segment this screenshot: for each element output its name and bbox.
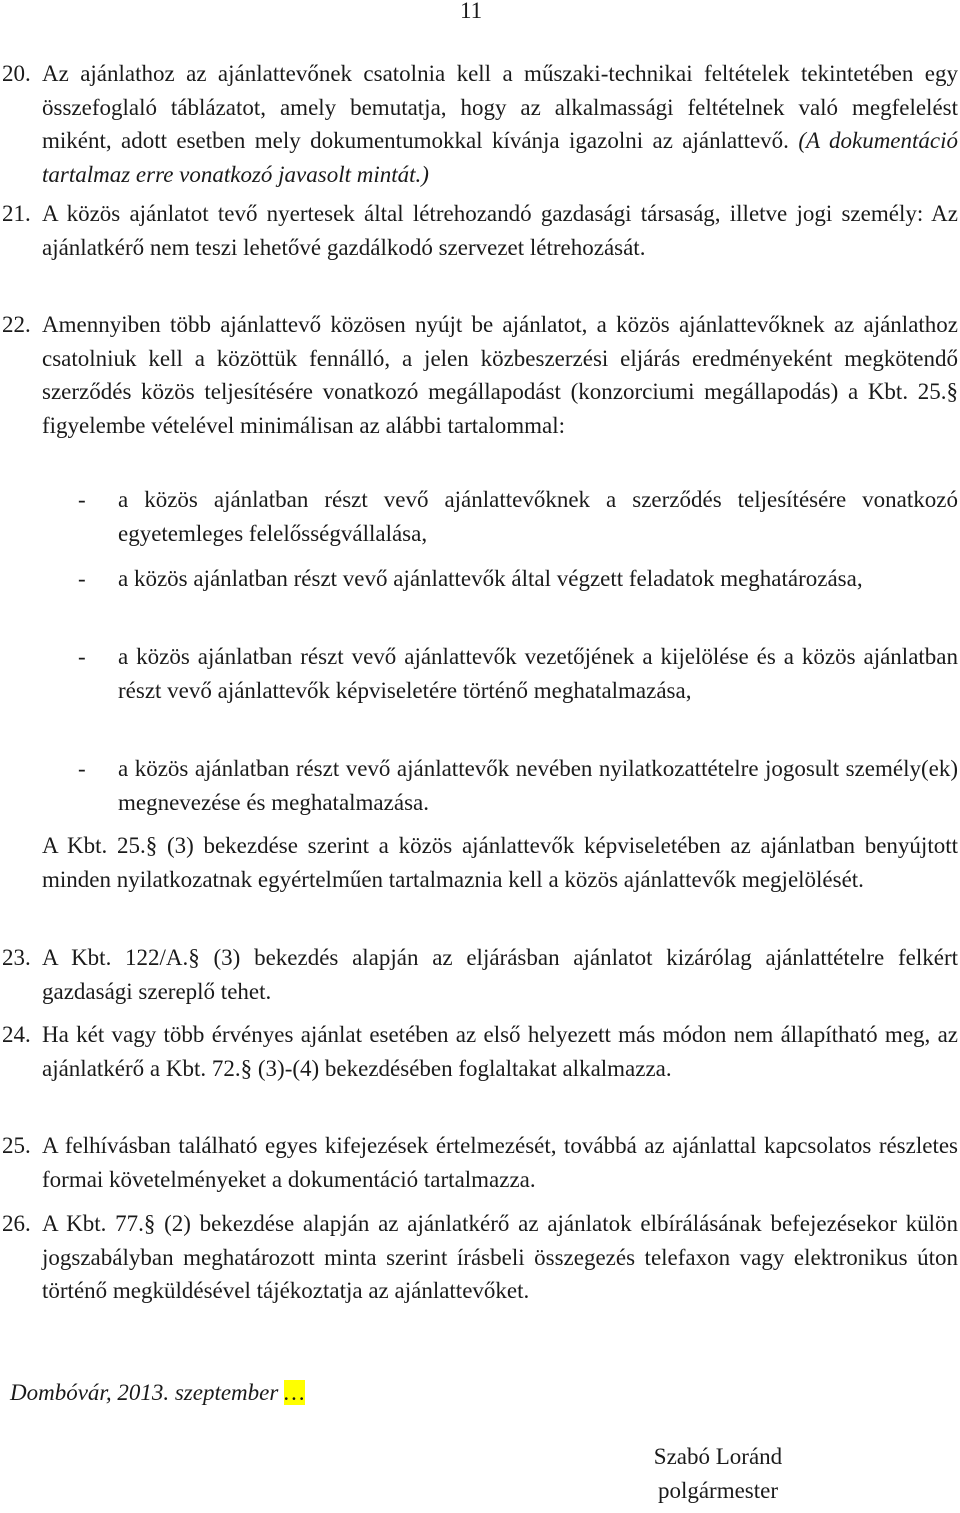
bullet-text: a közös ajánlatban részt vevő ajánlattevők által végzett feladatok meghatározása, (118, 566, 863, 591)
bullet-text: a közös ajánlatban részt vevő ajánlattevők nevében nyilatkozattételre jogosult személy(ek) megnevezése és meghatalmazása. (118, 756, 958, 815)
item-text: A Kbt. 77.§ (2) bekezdése alapján az ajánlatkérő az ajánlatok elbírálásának befejezésekor külön jogszabályban meghatározott minta szerint írásbeli összegezés telefaxon vagy elektronikus úton történő megküldésével tájékoztatja az ajánlattevőket. (42, 1211, 958, 1303)
item-italic-note: (A dokumentáció tartalmaz erre vonatkozó javasolt mintát.) (42, 128, 958, 187)
signer-title: polgármester (657, 1477, 779, 1503)
bullet-dash: - (78, 566, 86, 591)
item-text: Az ajánlathoz az ajánlattevőnek csatolnia kell a műszaki-technikai feltételek tekintetében egy összefoglaló táblázatot, amely bemutatja, hogy az alkalmassági feltételnek való megfelelést miként, adott esetben mely dokumentumokkal kívánja igazolni az ajánlattevő. (42, 61, 958, 153)
list-item-25 (2, 1129, 958, 1196)
date-text: Dombóvár, 2013. szeptember (10, 1380, 285, 1405)
page-number: 11 (460, 0, 483, 23)
bullet-text: a közös ajánlatban részt vevő ajánlattevőknek a szerződés teljesítésére vonatkozó egyetemleges felelősségvállalása, (118, 487, 958, 546)
item-text: A közös ajánlatot tevő nyertesek által létrehozandó gazdasági társaság, illetve jogi személy: Az ajánlatkérő nem teszi lehetővé gazdálkodó szervezet létrehozását. (42, 201, 958, 260)
list-item-24 (2, 1018, 958, 1085)
item-text: Ha két vagy több érvényes ajánlat esetében az első helyezett más módon nem állapítható meg, az ajánlatkérő a Kbt. 72.§ (3)-(4) bekezdésében foglaltakat alkalmazza. (42, 1022, 958, 1081)
bullet-dash: - (78, 487, 86, 512)
item-text: Amennyiben több ajánlattevő közösen nyújt be ajánlatot, a közös ajánlattevőknek az ajánlathoz csatolniuk kell a közöttük fennálló, a jelen közbeszerzési eljárás eredményeként megkötendő szerződés közös teljesítésére vonatkozó megállapodást (konzorciumi megállapodás) a Kbt. 25.§ figyelembe vételével minimálisan az alábbi tartalommal: (42, 312, 958, 438)
item-note: A Kbt. 25.§ (3) bekezdése szerint a közös ajánlattevők képviseletében az ajánlatban benyújtott minden nyilatkozatnak egyértelműen tartalmaznia kell a közös ajánlattevők megjelölését. (42, 833, 958, 892)
signer-name: Szabó Loránd (653, 1444, 783, 1469)
item-number: 23. (2, 945, 31, 970)
item-number: 20. (2, 61, 31, 86)
date-placeholder: … (284, 1380, 305, 1405)
signer-block (600, 1440, 836, 1507)
item-number: 24. (2, 1022, 31, 1047)
bullet-item (78, 640, 958, 707)
list-item-23 (2, 941, 958, 1008)
bullet-item (78, 752, 958, 819)
bullet-item (78, 483, 958, 550)
item-text: A felhívásban található egyes kifejezések értelmezését, továbbá az ajánlattal kapcsolatos részletes formai követelményeket a dokumentáció tartalmazza. (42, 1133, 958, 1192)
list-item-20 (2, 57, 958, 191)
list-item-22 (2, 308, 958, 442)
bullet-dash: - (78, 756, 86, 781)
item-number: 21. (2, 201, 31, 226)
item-number: 25. (2, 1133, 31, 1158)
bullet-text: a közös ajánlatban részt vevő ajánlattevők vezetőjének a kijelölése és a közös ajánlatban részt vevő ajánlattevők képviseletére történő meghatalmazása, (118, 644, 958, 703)
bullet-dash: - (78, 644, 86, 669)
signature-date (10, 1376, 305, 1410)
item-text: A Kbt. 122/A.§ (3) bekezdés alapján az eljárásban ajánlatot kizárólag ajánlattételre felkért gazdasági szereplő tehet. (42, 945, 958, 1004)
item-number: 22. (2, 312, 31, 337)
list-item-21 (2, 197, 958, 264)
list-item-26 (2, 1207, 958, 1308)
bullet-item (78, 562, 958, 596)
item-number: 26. (2, 1211, 31, 1236)
